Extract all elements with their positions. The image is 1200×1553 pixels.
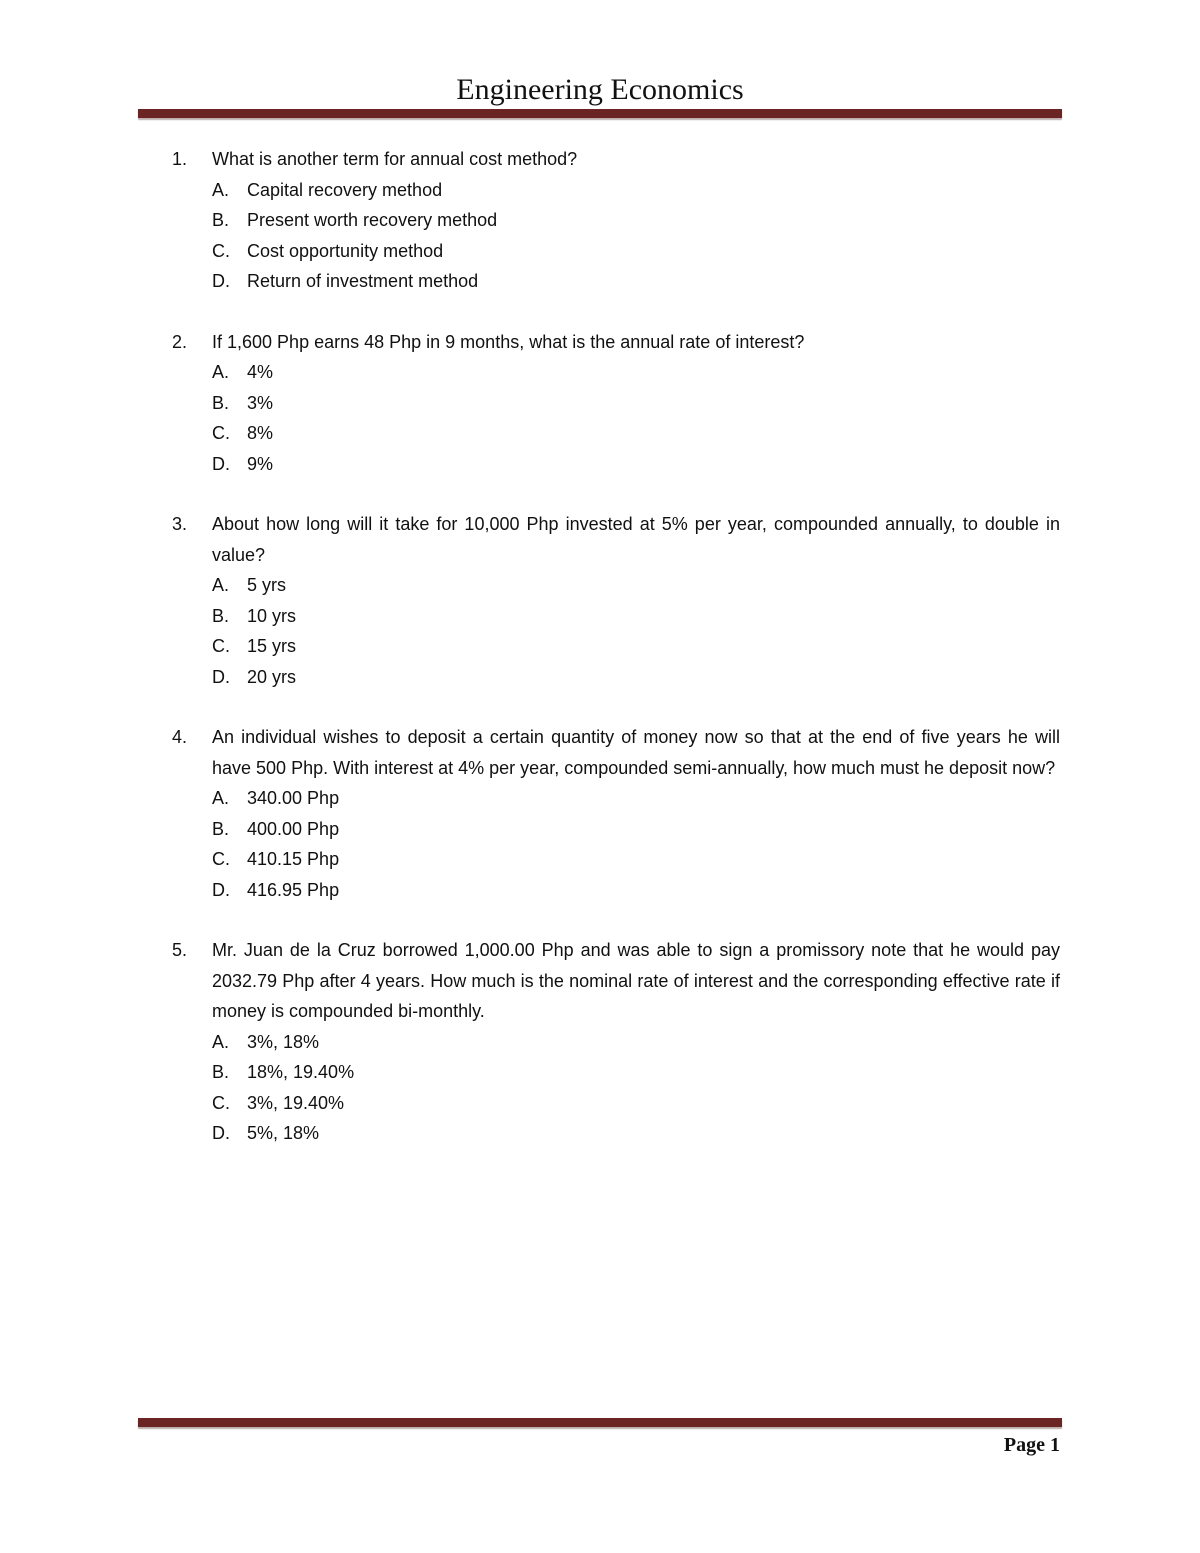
option-letter: A.	[212, 362, 230, 382]
option-letter: A.	[212, 1031, 230, 1052]
option-letter: B.	[212, 605, 230, 626]
option-letter: D.	[212, 879, 230, 900]
answer-option	[172, 601, 1060, 632]
page-title: Engineering Economics	[456, 73, 744, 106]
question-text: About how long will it take for 10,000 Php invested at 5% per year, compounded annually, to double in value?	[212, 514, 1060, 565]
question-1	[172, 144, 1060, 297]
option-text: 20 yrs	[247, 666, 297, 687]
question-number: 5.	[172, 940, 188, 960]
question-number: 4.	[172, 727, 188, 747]
option-text: 9%	[247, 453, 274, 474]
answer-option	[172, 205, 1060, 236]
option-letter: C.	[212, 849, 230, 869]
answer-option	[172, 357, 1060, 388]
answer-option	[172, 814, 1060, 845]
answer-option	[172, 662, 1060, 693]
answer-option	[172, 418, 1060, 449]
option-text: 15 yrs	[247, 636, 297, 656]
option-text: 8%	[247, 423, 274, 443]
question-text: If 1,600 Php earns 48 Php in 9 months, what is the annual rate of interest?	[212, 331, 805, 352]
option-letter: A.	[212, 575, 230, 595]
option-text: 5 yrs	[247, 575, 287, 595]
option-letter: C.	[212, 1092, 230, 1113]
answer-option	[172, 875, 1060, 906]
option-text: 10 yrs	[247, 605, 297, 626]
answer-option	[172, 631, 1060, 662]
option-letter: D.	[212, 453, 230, 474]
option-letter: D.	[212, 666, 230, 687]
option-text: Capital recovery method	[247, 179, 443, 200]
option-text: Present worth recovery method	[247, 210, 498, 230]
option-text: 340.00 Php	[247, 788, 340, 808]
option-letter: D.	[212, 1123, 230, 1143]
option-text: 3%, 19.40%	[247, 1092, 345, 1113]
question-number: 2.	[172, 331, 188, 352]
question-5	[172, 935, 1060, 1149]
option-text: 18%, 19.40%	[247, 1062, 355, 1082]
option-text: 3%, 18%	[247, 1031, 320, 1052]
option-letter: B.	[212, 818, 230, 839]
answer-option	[172, 1027, 1060, 1058]
footer-divider	[138, 1418, 1062, 1427]
option-text: 4%	[247, 362, 274, 382]
option-text: 410.15 Php	[247, 849, 340, 869]
question-text: Mr. Juan de la Cruz borrowed 1,000.00 Php and was able to sign a promissory note that he would pay 2032.79 Php after 4 years. How much is the nominal rate of interest and the corresponding effective rate if money is compounded bi-monthly.	[212, 940, 1060, 1021]
option-text: Return of investment method	[247, 271, 479, 291]
answer-option	[172, 388, 1060, 419]
answer-option	[172, 570, 1060, 601]
header-divider	[138, 109, 1062, 118]
answer-option	[172, 175, 1060, 206]
answer-option	[172, 449, 1060, 480]
question-text: What is another term for annual cost method?	[212, 149, 578, 169]
option-text: Cost opportunity method	[247, 240, 444, 261]
question-number: 3.	[172, 514, 188, 534]
answer-option	[172, 783, 1060, 814]
option-text: 3%	[247, 392, 274, 413]
option-text: 416.95 Php	[247, 879, 340, 900]
question-text: An individual wishes to deposit a certain quantity of money now so that at the end of five years he will have 500 Php. With interest at 4% per year, compounded semi-annually, how much must he deposit now?	[212, 727, 1060, 778]
question-list	[172, 144, 1060, 1179]
answer-option	[172, 266, 1060, 297]
answer-option	[172, 236, 1060, 267]
answer-option	[172, 1088, 1060, 1119]
answer-option	[172, 1118, 1060, 1149]
question-4	[172, 722, 1060, 905]
option-letter: B.	[212, 210, 230, 230]
option-letter: B.	[212, 392, 230, 413]
option-text: 400.00 Php	[247, 818, 340, 839]
option-letter: A.	[212, 179, 230, 200]
option-letter: C.	[212, 240, 230, 261]
page-number: Page 1	[1003, 1434, 1060, 1456]
answer-option	[172, 844, 1060, 875]
option-letter: A.	[212, 788, 230, 808]
option-text: 5%, 18%	[247, 1123, 320, 1143]
option-letter: D.	[212, 271, 230, 291]
answer-option	[172, 1057, 1060, 1088]
question-3	[172, 509, 1060, 692]
option-letter: C.	[212, 423, 230, 443]
option-letter: B.	[212, 1062, 230, 1082]
option-letter: C.	[212, 636, 230, 656]
question-number: 1.	[172, 149, 188, 169]
question-2	[172, 327, 1060, 480]
